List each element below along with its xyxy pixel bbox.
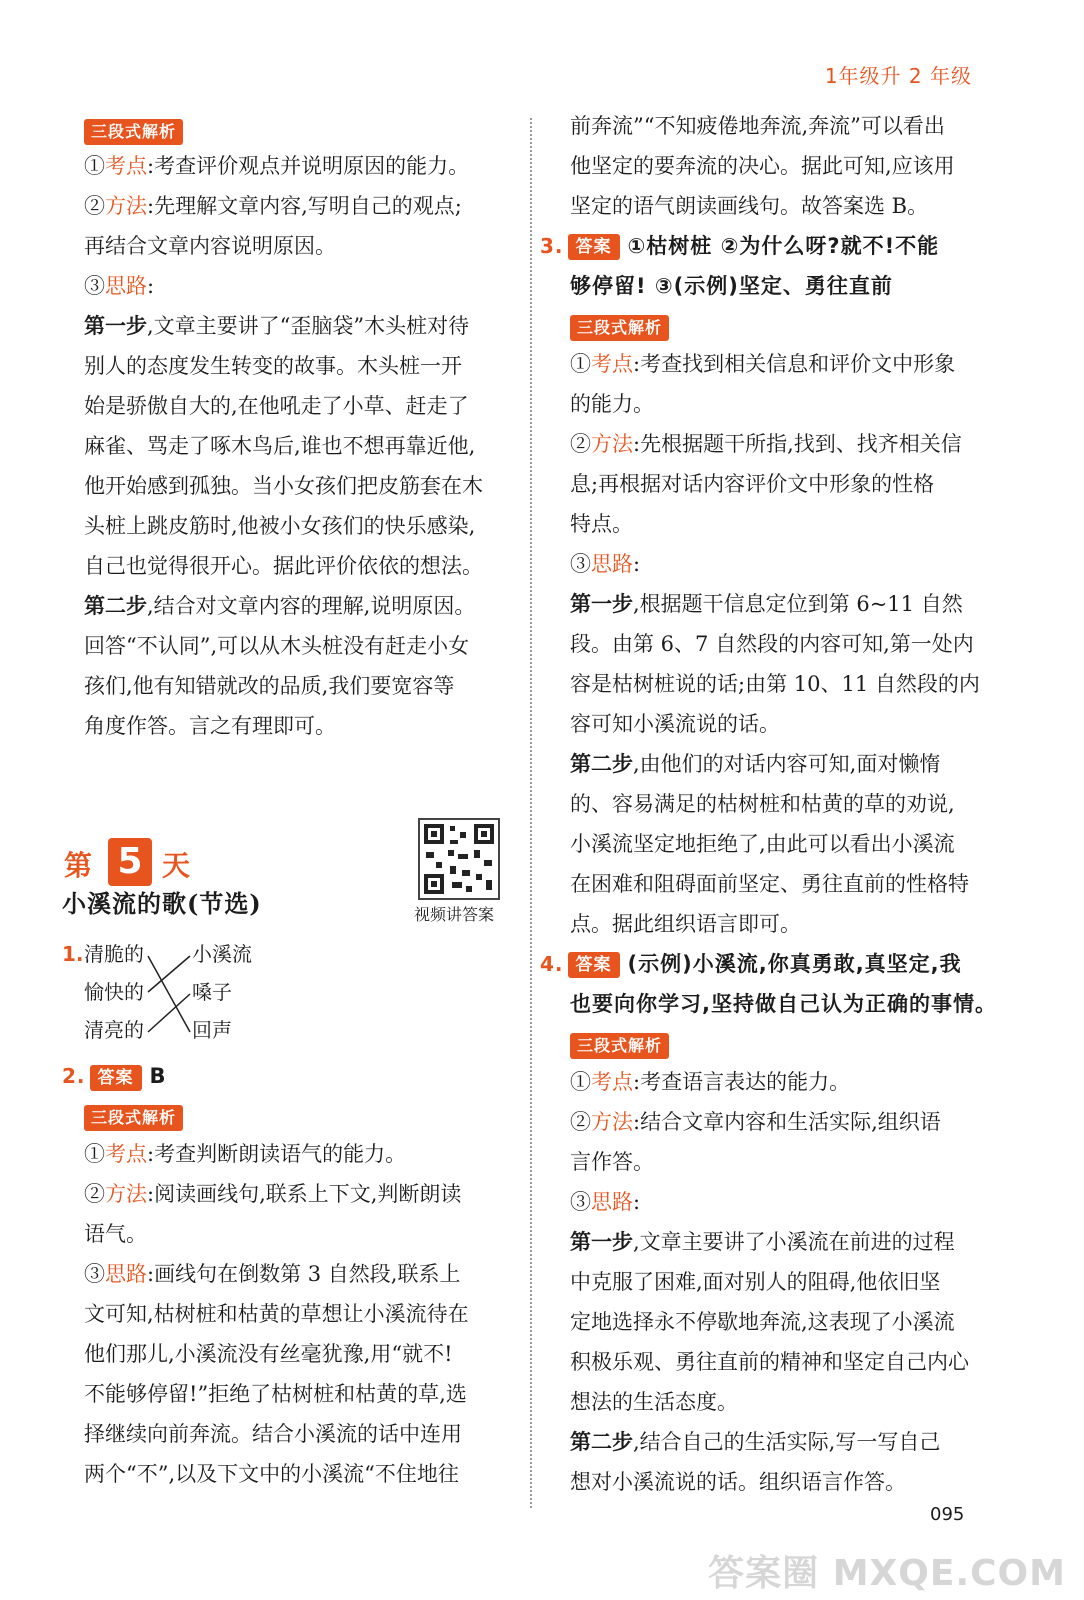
right-column bbox=[540, 106, 1002, 1502]
lesson-title: 小溪流的歌(节选) bbox=[62, 889, 262, 918]
text-line bbox=[570, 784, 1002, 824]
q4-answer-line2: 也要向你学习,坚持做自己认为正确的事情。 bbox=[570, 992, 997, 1016]
analysis-tag: 三段式解析 bbox=[570, 315, 669, 341]
text: ,结合对文章内容的理解,说明原因。 bbox=[147, 594, 476, 618]
text-line bbox=[84, 146, 514, 186]
label: 思路 bbox=[591, 552, 633, 576]
q4-answer-text: (示例)小溪流,你真勇敢,真坚定,我 bbox=[627, 952, 962, 976]
day-suffix: 天 bbox=[162, 849, 191, 882]
q2-analysis bbox=[84, 1096, 469, 1494]
text-line bbox=[84, 666, 514, 706]
text: :画线句在倒数第 3 自然段,联系上 bbox=[147, 1262, 461, 1286]
text-line: 坚定的语气朗读画线句。故答案选 B。 bbox=[570, 194, 929, 218]
label: 思路 bbox=[105, 274, 147, 298]
text: 容可知小溪流说的话。 bbox=[570, 712, 780, 736]
text-line bbox=[84, 1134, 469, 1174]
text-line bbox=[570, 1382, 1002, 1422]
text: : bbox=[633, 552, 641, 576]
label: 方法 bbox=[105, 1182, 147, 1206]
text: 想法的生活态度。 bbox=[570, 1390, 738, 1414]
watermark: 答案圈 MXQE.COM bbox=[708, 1553, 1066, 1594]
text-line bbox=[570, 584, 1002, 624]
match-right-1: 小溪流 bbox=[192, 942, 252, 966]
match-left-2: 愉快的 bbox=[84, 980, 144, 1004]
text-line bbox=[84, 1334, 469, 1374]
step-label: 第一步 bbox=[570, 591, 633, 616]
marker: ① bbox=[84, 1142, 105, 1166]
q3-analysis bbox=[570, 344, 1002, 944]
text: 自己也觉得很开心。据此评价依依的想法。 bbox=[84, 554, 483, 578]
marker: ② bbox=[84, 194, 105, 218]
text: 他开始感到孤独。当小女孩们把皮筋套在木 bbox=[84, 474, 483, 498]
text-line bbox=[570, 624, 1002, 664]
matching-lines bbox=[62, 936, 282, 1056]
column-divider bbox=[530, 118, 532, 1508]
marker: ② bbox=[84, 1182, 105, 1206]
text: ,由他们的对话内容可知,面对懒惰 bbox=[633, 752, 941, 776]
question-2-answer bbox=[62, 1056, 167, 1096]
q3-answer-line2: 够停留! ③(示例)坚定、勇往直前 bbox=[570, 274, 893, 298]
text: 回答“不认同”,可以从木头桩没有赶走小女 bbox=[84, 634, 470, 658]
left-column bbox=[84, 110, 514, 746]
text: 言作答。 bbox=[570, 1150, 654, 1174]
text-line bbox=[84, 1414, 469, 1454]
answer-tag: 答案 bbox=[90, 1065, 142, 1091]
marker: ③ bbox=[570, 1190, 591, 1214]
text-line bbox=[84, 1254, 469, 1294]
text: 头桩上跳皮筋时,他被小女孩们的快乐感染, bbox=[84, 514, 476, 538]
q2-number: 2. bbox=[62, 1064, 86, 1088]
text: 定地选择永不停歇地奔流,这表现了小溪流 bbox=[570, 1310, 955, 1334]
q1-number: 1. bbox=[62, 942, 84, 966]
analysis-tag: 三段式解析 bbox=[84, 119, 183, 145]
text-line bbox=[570, 1302, 1002, 1342]
text-line bbox=[84, 266, 514, 306]
text: 在困难和阻碍面前坚定、勇往直前的性格特 bbox=[570, 872, 969, 896]
text: ,文章主要讲了小溪流在前进的过程 bbox=[633, 1230, 955, 1254]
answer-tag: 答案 bbox=[568, 952, 620, 978]
text: 积极乐观、勇往直前的精神和坚定自己内心 bbox=[570, 1350, 969, 1374]
label: 考点 bbox=[105, 154, 147, 178]
text-line bbox=[570, 904, 1002, 944]
text: 点。据此组织语言即可。 bbox=[570, 912, 801, 936]
text-line bbox=[570, 664, 1002, 704]
text-line bbox=[84, 306, 514, 346]
text: 想对小溪流说的话。组织语言作答。 bbox=[570, 1470, 906, 1494]
text: 息;再根据对话内容评价文中形象的性格 bbox=[570, 472, 935, 496]
text: :先理解文章内容,写明自己的观点; bbox=[147, 194, 462, 218]
left-analysis bbox=[84, 146, 514, 746]
match-left-1: 清脆的 bbox=[84, 942, 144, 966]
label: 方法 bbox=[105, 194, 147, 218]
text: 择继续向前奔流。结合小溪流的话中连用 bbox=[84, 1422, 462, 1446]
marker: ① bbox=[570, 352, 591, 376]
label: 方法 bbox=[591, 1110, 633, 1134]
text-line bbox=[570, 464, 1002, 504]
label: 考点 bbox=[591, 352, 633, 376]
day-heading bbox=[64, 838, 364, 888]
text: :考查评价观点并说明原因的能力。 bbox=[147, 154, 470, 178]
answer-tag: 答案 bbox=[568, 234, 620, 260]
q3-answer-line1: 3. 答案 ①枯树桩 ②为什么呀?就不!不能 bbox=[540, 234, 940, 258]
text-line bbox=[570, 1182, 1002, 1222]
day-number: 5 bbox=[108, 838, 152, 886]
text: 孩们,他有知错就改的品质,我们要宽容等 bbox=[84, 674, 455, 698]
marker: ③ bbox=[84, 274, 105, 298]
match-left-3: 清亮的 bbox=[84, 1018, 144, 1042]
q4-analysis bbox=[570, 1062, 1002, 1502]
step-label: 第二步 bbox=[570, 751, 633, 776]
text-line bbox=[570, 344, 1002, 384]
marker: ② bbox=[570, 432, 591, 456]
text-line bbox=[84, 1174, 469, 1214]
text-line bbox=[84, 1374, 469, 1414]
text: 容是枯树桩说的话;由第 10、11 自然段的内 bbox=[570, 672, 980, 696]
label: 思路 bbox=[591, 1190, 633, 1214]
text-line bbox=[84, 466, 514, 506]
text: 始是骄傲自大的,在他吼走了小草、赶走了 bbox=[84, 394, 469, 418]
step-label: 第一步 bbox=[570, 1229, 633, 1254]
marker: ② bbox=[570, 1110, 591, 1134]
text-line bbox=[84, 586, 514, 626]
text-line bbox=[570, 504, 1002, 544]
text-line bbox=[570, 1102, 1002, 1142]
text: :结合文章内容和生活实际,组织语 bbox=[633, 1110, 941, 1134]
text: :先根据题干所指,找到、找齐相关信 bbox=[633, 432, 962, 456]
qr-label: 视频讲答案 bbox=[414, 905, 495, 924]
text-line: 前奔流”“不知疲倦地奔流,奔流”可以看出 bbox=[570, 114, 945, 138]
text-line bbox=[570, 384, 1002, 424]
match-right-2: 嗓子 bbox=[192, 980, 232, 1004]
text-line bbox=[84, 546, 514, 586]
step-label: 第一步 bbox=[84, 313, 147, 338]
text: 麻雀、骂走了啄木鸟后,谁也不想再靠近他, bbox=[84, 434, 476, 458]
text-line bbox=[570, 704, 1002, 744]
text: : bbox=[147, 274, 155, 298]
label: 考点 bbox=[591, 1070, 633, 1094]
day-prefix: 第 bbox=[64, 849, 93, 882]
text: ,结合自己的生活实际,写一写自己 bbox=[633, 1430, 941, 1454]
q4-answer-line1: 4. 答案 (示例)小溪流,你真勇敢,真坚定,我 bbox=[540, 952, 962, 976]
text: 他们那儿,小溪流没有丝毫犹豫,用“就不! bbox=[84, 1342, 453, 1366]
text: :考查判断朗读语气的能力。 bbox=[147, 1142, 407, 1166]
text-line bbox=[570, 1222, 1002, 1262]
text: 段。由第 6、7 自然段的内容可知,第一处内 bbox=[570, 632, 974, 656]
page-number: 095 bbox=[930, 1504, 965, 1525]
text: 特点。 bbox=[570, 512, 633, 536]
text-line bbox=[84, 706, 514, 746]
text-line bbox=[84, 506, 514, 546]
marker: ③ bbox=[570, 552, 591, 576]
text: :阅读画线句,联系上下文,判断朗读 bbox=[147, 1182, 462, 1206]
step-label: 第二步 bbox=[570, 1429, 633, 1454]
text: :考查语言表达的能力。 bbox=[633, 1070, 851, 1094]
text-line bbox=[84, 1294, 469, 1334]
text-line bbox=[570, 1422, 1002, 1462]
text-line bbox=[84, 626, 514, 666]
text: 的能力。 bbox=[570, 392, 654, 416]
text-line bbox=[84, 1214, 469, 1254]
text-line bbox=[570, 864, 1002, 904]
text: 文可知,枯树桩和枯黄的草想让小溪流待在 bbox=[84, 1302, 469, 1326]
text-line bbox=[570, 1062, 1002, 1102]
analysis-tag: 三段式解析 bbox=[84, 1105, 183, 1131]
q3-answer-text: ①枯树桩 ②为什么呀?就不!不能 bbox=[627, 234, 940, 258]
text: :考查找到相关信息和评价文中形象 bbox=[633, 352, 956, 376]
text-line bbox=[570, 1342, 1002, 1382]
marker: ① bbox=[84, 154, 105, 178]
text: 角度作答。言之有理即可。 bbox=[84, 714, 336, 738]
text-line bbox=[84, 1454, 469, 1494]
step-label: 第二步 bbox=[84, 593, 147, 618]
text: 两个“不”,以及下文中的小溪流“不住地往 bbox=[84, 1462, 459, 1486]
label: 考点 bbox=[105, 1142, 147, 1166]
text: 再结合文章内容说明原因。 bbox=[84, 234, 336, 258]
text-line bbox=[84, 426, 514, 466]
grade-label: 1年级升 2 年级 bbox=[824, 64, 972, 88]
text: 小溪流坚定地拒绝了,由此可以看出小溪流 bbox=[570, 832, 955, 856]
text-line bbox=[570, 744, 1002, 784]
question-1-matching bbox=[62, 936, 282, 1056]
q2-answer: B bbox=[149, 1064, 167, 1088]
text: 不能够停留!”拒绝了枯树桩和枯黄的草,选 bbox=[84, 1382, 467, 1406]
marker: ③ bbox=[84, 1262, 105, 1286]
text: 的、容易满足的枯树桩和枯黄的草的劝说, bbox=[570, 792, 955, 816]
text-line bbox=[84, 226, 514, 266]
marker: ① bbox=[570, 1070, 591, 1094]
qr-code[interactable] bbox=[418, 818, 500, 900]
text: ,根据题干信息定位到第 6~11 自然 bbox=[633, 592, 963, 616]
text: : bbox=[633, 1190, 641, 1214]
text-line: 他坚定的要奔流的决心。据此可知,应该用 bbox=[570, 154, 955, 178]
text: ,文章主要讲了“歪脑袋”木头桩对待 bbox=[147, 314, 470, 338]
text-line bbox=[570, 824, 1002, 864]
text-line bbox=[84, 186, 514, 226]
text: 中克服了困难,面对别人的阻碍,他依旧坚 bbox=[570, 1270, 941, 1294]
text-line bbox=[570, 1262, 1002, 1302]
text: 别人的态度发生转变的故事。木头桩一开 bbox=[84, 354, 462, 378]
text: 语气。 bbox=[84, 1222, 147, 1246]
text-line bbox=[570, 424, 1002, 464]
label: 思路 bbox=[105, 1262, 147, 1286]
match-right-3: 回声 bbox=[192, 1018, 232, 1042]
text-line bbox=[570, 1462, 1002, 1502]
text-line bbox=[84, 386, 514, 426]
label: 方法 bbox=[591, 432, 633, 456]
text-line bbox=[84, 346, 514, 386]
text-line bbox=[570, 1142, 1002, 1182]
analysis-tag: 三段式解析 bbox=[570, 1033, 669, 1059]
text-line bbox=[570, 544, 1002, 584]
